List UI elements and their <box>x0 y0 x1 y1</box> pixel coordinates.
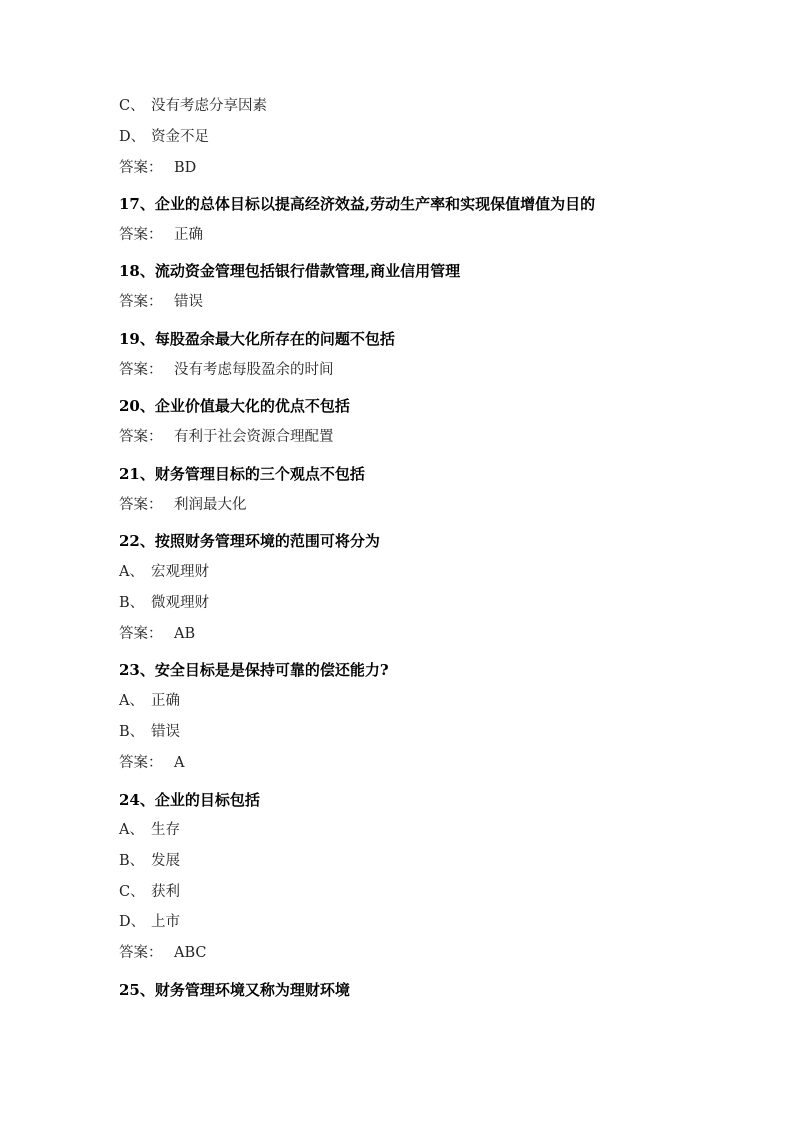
option-line <box>119 691 180 711</box>
option-text: 发展 <box>151 853 180 869</box>
question-title: 25、财务管理环境又称为理财环境 <box>119 981 350 999</box>
option-text: 宏观理财 <box>151 564 209 580</box>
answer-label: 答案： <box>119 160 163 176</box>
answer-text: 利润最大化 <box>174 497 247 513</box>
option-letter: D、 <box>119 914 146 930</box>
option-letter: B、 <box>119 724 145 740</box>
answer-text: 没有考虑每股盈余的时间 <box>174 362 334 378</box>
option-line <box>119 593 209 613</box>
answer-text: A <box>174 755 185 771</box>
answer-text: 正确 <box>174 227 203 243</box>
answer-label: 答案： <box>119 294 163 310</box>
option-letter: A、 <box>119 822 144 838</box>
option-line <box>119 820 180 840</box>
question-title: 19、每股盈余最大化所存在的问题不包括 <box>119 330 395 348</box>
option-text: 上市 <box>151 914 180 930</box>
option-letter: A、 <box>119 564 144 580</box>
answer-line <box>119 495 247 515</box>
answer-line <box>119 624 195 644</box>
answer-text: ABC <box>174 945 207 961</box>
option-line <box>119 127 209 147</box>
option-line <box>119 912 180 932</box>
option-text: 获利 <box>151 884 180 900</box>
option-letter: B、 <box>119 595 145 611</box>
answer-label: 答案： <box>119 626 163 642</box>
answer-label: 答案： <box>119 755 163 771</box>
answer-label: 答案： <box>119 227 163 243</box>
option-letter: D、 <box>119 129 146 145</box>
option-letter: C、 <box>119 884 145 900</box>
option-line <box>119 882 180 902</box>
option-letter: A、 <box>119 693 144 709</box>
answer-label: 答案： <box>119 362 163 378</box>
question-title: 18、流动资金管理包括银行借款管理,商业信用管理 <box>119 262 461 280</box>
question-title: 23、安全目标是是保持可靠的偿还能力? <box>119 661 389 679</box>
answer-line <box>119 225 203 245</box>
option-letter: B、 <box>119 853 145 869</box>
question-title: 21、财务管理目标的三个观点不包括 <box>119 465 365 483</box>
option-text: 没有考虑分享因素 <box>151 98 267 114</box>
answer-label: 答案： <box>119 945 163 961</box>
option-line <box>119 96 267 116</box>
option-text: 正确 <box>151 693 180 709</box>
option-line <box>119 562 209 582</box>
option-line <box>119 851 180 871</box>
answer-text: AB <box>174 626 196 642</box>
answer-label: 答案： <box>119 429 163 445</box>
question-title: 20、企业价值最大化的优点不包括 <box>119 397 350 415</box>
option-text: 微观理财 <box>151 595 209 611</box>
question-title: 24、企业的目标包括 <box>119 791 260 809</box>
option-text: 错误 <box>151 724 180 740</box>
option-text: 生存 <box>151 822 180 838</box>
answer-line <box>119 427 334 447</box>
option-text: 资金不足 <box>151 129 209 145</box>
option-letter: C、 <box>119 98 145 114</box>
answer-line <box>119 943 207 963</box>
question-title: 22、按照财务管理环境的范围可将分为 <box>119 532 380 550</box>
answer-text: BD <box>174 160 197 176</box>
answer-line <box>119 360 334 380</box>
question-title: 17、企业的总体目标以提高经济效益,劳动生产率和实现保值增值为目的 <box>119 195 596 213</box>
answer-line <box>119 292 203 312</box>
option-line <box>119 722 180 742</box>
answer-text: 有利于社会资源合理配置 <box>174 429 334 445</box>
answer-line <box>119 158 196 178</box>
answer-text: 错误 <box>174 294 203 310</box>
answer-line <box>119 753 184 773</box>
answer-label: 答案： <box>119 497 163 513</box>
